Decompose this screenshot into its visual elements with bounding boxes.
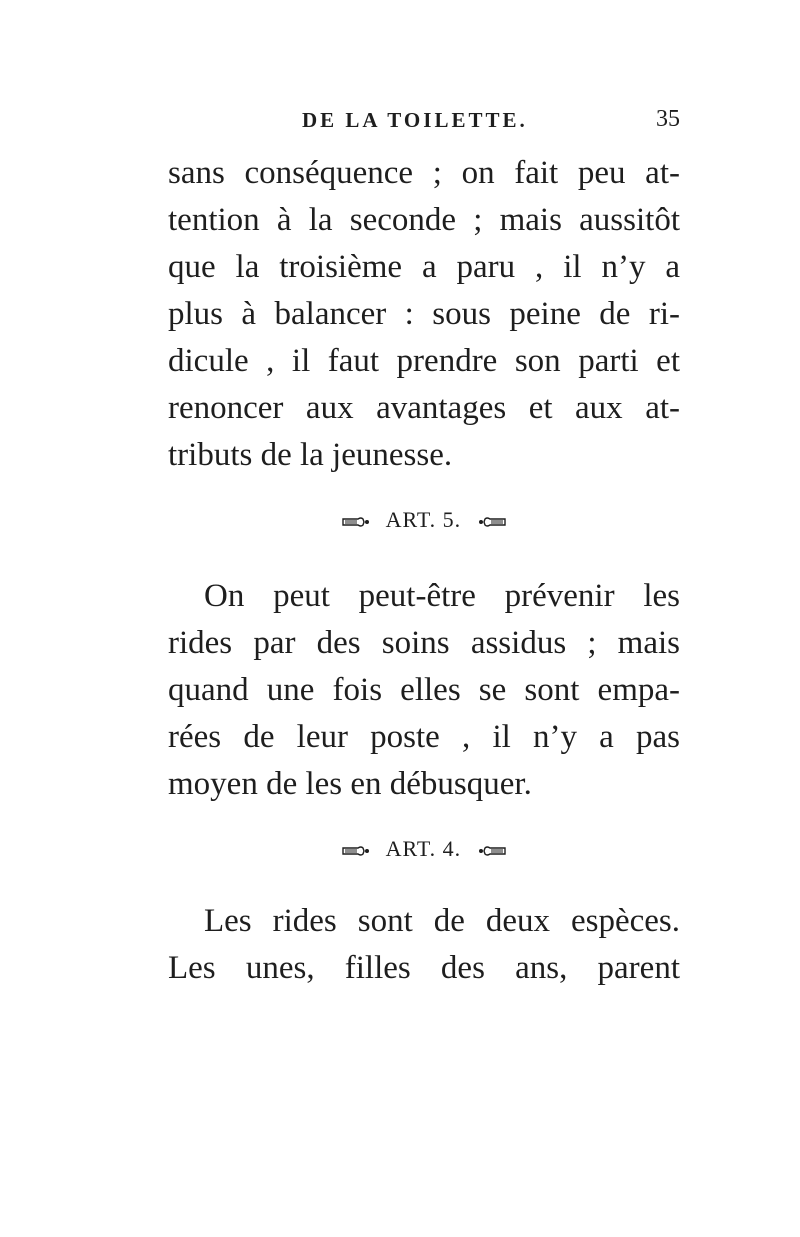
text-line: Les rides sont de deux espèces. — [204, 903, 680, 939]
text-line: Les unes, filles des ans, parent — [168, 950, 680, 986]
text-line: On peut peut-être prévenir les — [204, 578, 680, 614]
paragraph-continued — [168, 150, 680, 479]
article-heading-label: ART. 4. — [385, 836, 462, 861]
pointing-hand-right-icon — [342, 515, 370, 529]
article-5-paragraph — [168, 573, 680, 808]
pointing-hand-right-icon — [342, 844, 370, 858]
pointing-hand-left-icon — [478, 515, 506, 529]
text-line: dicule , il faut prendre son parti et — [168, 343, 680, 379]
text-line: rées de leur poste , il n’y a pas — [168, 719, 680, 755]
text-line: tention à la seconde ; mais aussitôt — [168, 202, 680, 238]
article-heading-label: ART. 5. — [385, 507, 462, 532]
text-line: quand une fois elles se sont empa- — [168, 672, 680, 708]
text-line: renoncer aux avantages et aux at- — [168, 390, 680, 426]
text-line: rides par des soins assidus ; mais — [168, 625, 680, 661]
text-line: que la troisième a paru , il n’y a — [168, 249, 680, 285]
running-title: DE LA TOILETTE. — [302, 108, 528, 132]
text-line: moyen de les en débusquer. — [168, 766, 532, 802]
page-number: 35 — [656, 106, 680, 132]
article-heading-4 — [168, 834, 680, 864]
article-heading-5 — [168, 505, 680, 535]
running-head — [168, 108, 680, 138]
text-line: tributs de la jeunesse. — [168, 437, 453, 473]
article-4-paragraph — [168, 898, 680, 992]
pointing-hand-left-icon — [478, 844, 506, 858]
text-line: plus à balancer : sous peine de ri- — [168, 296, 680, 332]
text-line: sans conséquence ; on fait peu at- — [168, 155, 680, 191]
